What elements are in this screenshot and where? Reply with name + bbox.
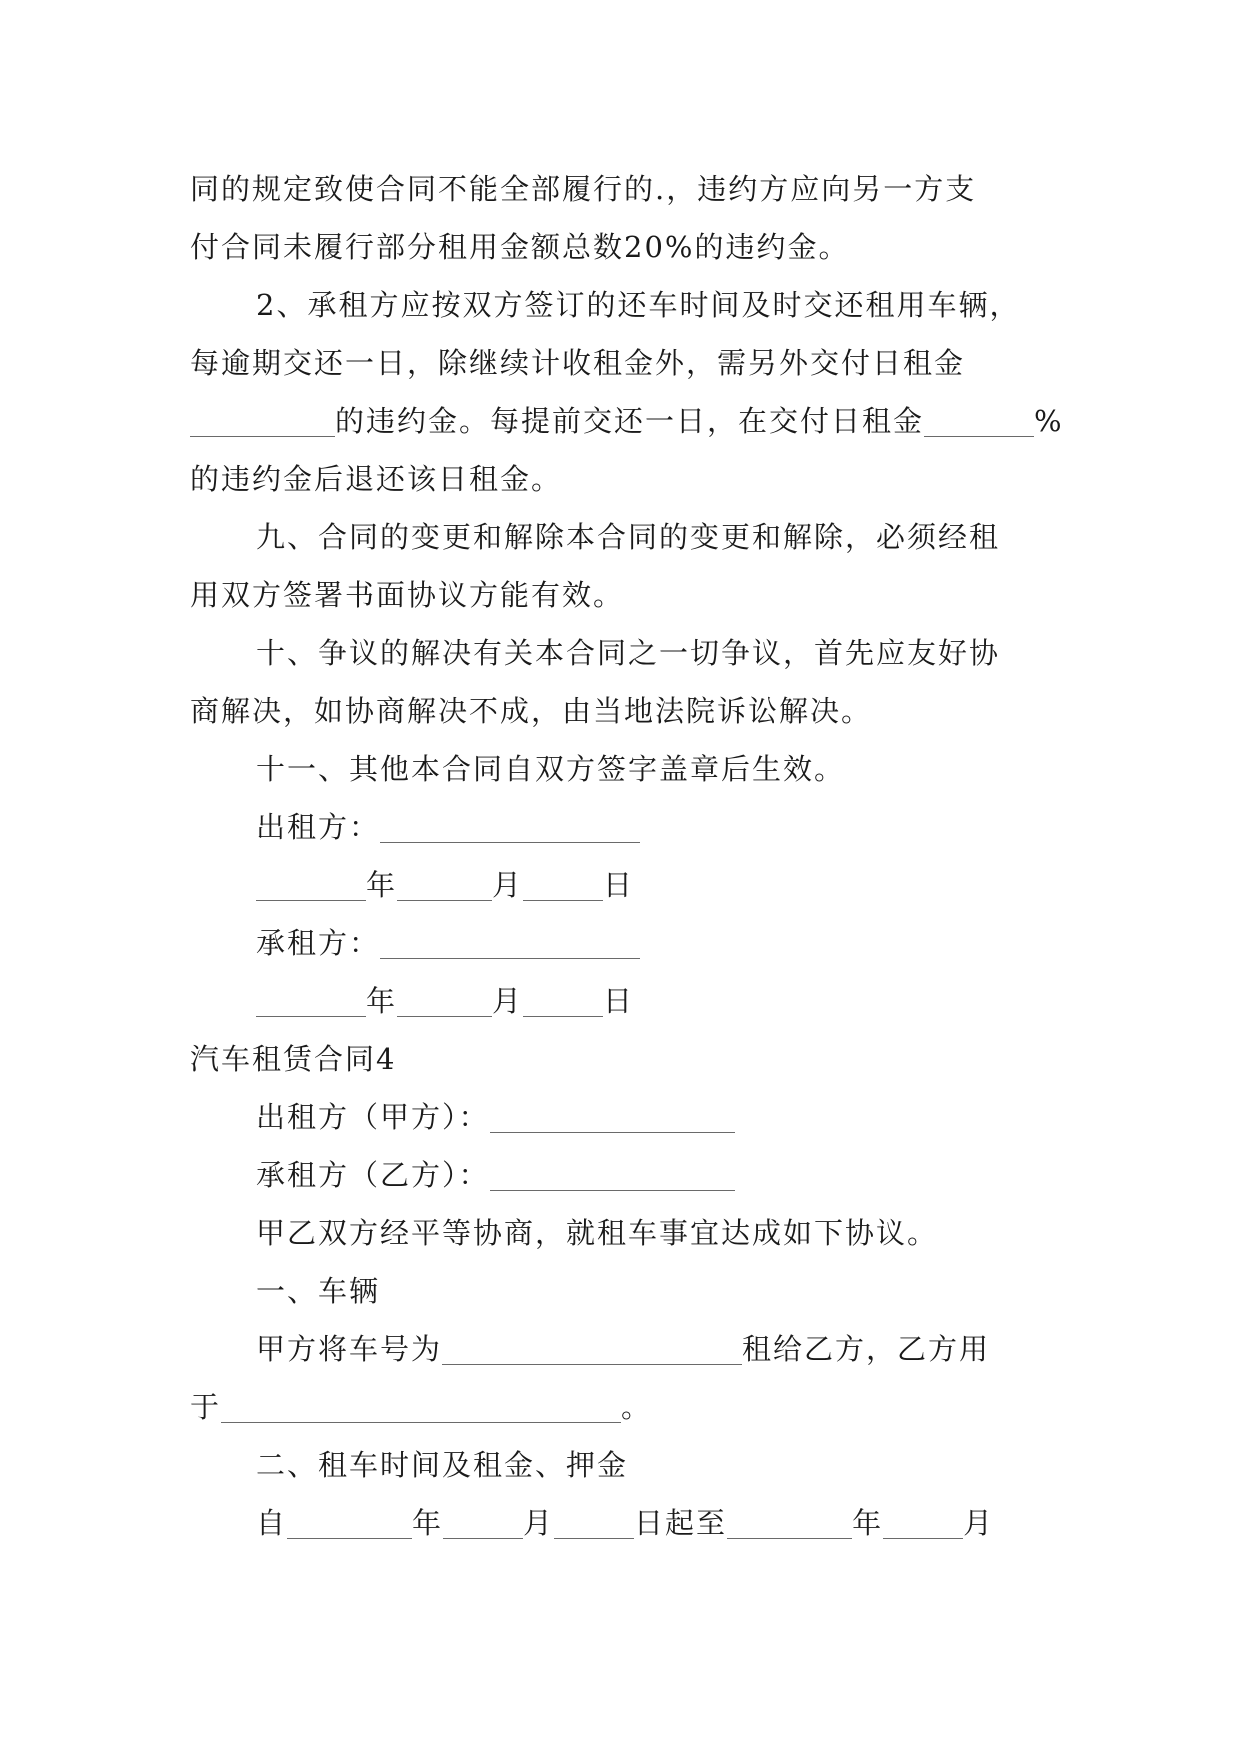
text-line (190, 1030, 1070, 1088)
text-line (190, 1088, 1070, 1146)
fill-in-blank (883, 1508, 963, 1539)
text-segment: 年 (366, 984, 398, 1018)
text-line (190, 392, 1070, 450)
fill-in-blank (554, 1508, 634, 1539)
text-line (190, 1378, 1070, 1436)
text-segment: 。 (621, 1390, 653, 1424)
text-segment: 九、合同的变更和解除本合同的变更和解除，必须经租 (256, 520, 1001, 554)
fill-in-blank (256, 986, 366, 1017)
text-segment: 甲乙双方经平等协商，就租车事宜达成如下协议。 (256, 1216, 939, 1250)
text-line (190, 624, 1070, 682)
text-segment: 承租方： (256, 926, 381, 960)
text-segment: 用双方签署书面协议方能有效。 (190, 578, 625, 612)
text-line (190, 1436, 1070, 1494)
text-segment: 十一、其他本合同自双方签字盖章后生效。 (256, 752, 846, 786)
text-line (190, 740, 1070, 798)
text-segment: 年 (366, 868, 398, 902)
text-line (190, 1146, 1070, 1204)
fill-in-blank (523, 870, 603, 901)
fill-in-blank (397, 870, 492, 901)
text-line (190, 856, 1070, 914)
text-segment: 于 (190, 1390, 222, 1424)
text-line (190, 798, 1070, 856)
fill-in-blank (221, 1392, 621, 1423)
fill-in-blank (727, 1508, 852, 1539)
text-segment: 汽车租赁合同4 (190, 1042, 397, 1076)
text-segment: 出租方： (256, 810, 381, 844)
text-line (190, 566, 1070, 624)
text-line (190, 160, 1070, 218)
text-segment: 付合同未履行部分租用金额总数20%的违约金。 (190, 230, 850, 264)
text-segment: 每逾期交还一日，除继续计收租金外，需另外交付日租金 (190, 346, 966, 380)
text-segment: 一、车辆 (256, 1274, 381, 1308)
text-segment: 2、承租方应按双方签订的还车时间及时交还租用车辆， (256, 288, 1021, 322)
fill-in-blank (443, 1508, 523, 1539)
fill-in-blank (380, 812, 640, 843)
text-line (190, 972, 1070, 1030)
contract-body (190, 160, 1070, 1552)
text-line (190, 1204, 1070, 1262)
text-segment: 日 (603, 868, 635, 902)
text-segment: 自 (256, 1506, 288, 1540)
text-line (190, 276, 1070, 334)
text-segment: 出租方（甲方）： (256, 1100, 490, 1134)
text-line (190, 682, 1070, 740)
text-segment: 年 (412, 1506, 444, 1540)
text-line (190, 1494, 1070, 1552)
text-segment: 的违约金后退还该日租金。 (190, 462, 563, 496)
fill-in-blank (397, 986, 492, 1017)
text-segment: 十、争议的解决有关本合同之一切争议，首先应友好协 (256, 636, 1001, 670)
text-segment: 年 (852, 1506, 884, 1540)
text-segment: 同的规定致使合同不能全部履行的.，违约方应向另一方支 (190, 172, 977, 206)
text-segment: 的违约金。每提前交还一日，在交付日租金 (335, 404, 925, 438)
fill-in-blank (442, 1334, 742, 1365)
text-line (190, 914, 1070, 972)
fill-in-blank (380, 928, 640, 959)
text-segment: % (1034, 404, 1064, 438)
text-segment: 日起至 (634, 1506, 728, 1540)
fill-in-blank (490, 1160, 735, 1191)
text-segment: 商解决，如协商解决不成，由当地法院诉讼解决。 (190, 694, 873, 728)
text-line (190, 1320, 1070, 1378)
text-segment: 月 (492, 984, 524, 1018)
text-segment: 日 (603, 984, 635, 1018)
text-line (190, 450, 1070, 508)
fill-in-blank (490, 1102, 735, 1133)
fill-in-blank (256, 870, 366, 901)
fill-in-blank (190, 406, 335, 437)
text-line (190, 1262, 1070, 1320)
fill-in-blank (287, 1508, 412, 1539)
fill-in-blank (924, 406, 1034, 437)
text-line (190, 218, 1070, 276)
text-segment: 月 (523, 1506, 555, 1540)
text-line (190, 334, 1070, 392)
text-segment: 租给乙方，乙方用 (742, 1332, 991, 1366)
text-segment: 二、租车时间及租金、押金 (256, 1448, 629, 1482)
text-segment: 月 (492, 868, 524, 902)
text-segment: 月 (963, 1506, 995, 1540)
text-segment: 甲方将车号为 (256, 1332, 443, 1366)
text-line (190, 508, 1070, 566)
fill-in-blank (523, 986, 603, 1017)
text-segment: 承租方（乙方）： (256, 1158, 490, 1192)
